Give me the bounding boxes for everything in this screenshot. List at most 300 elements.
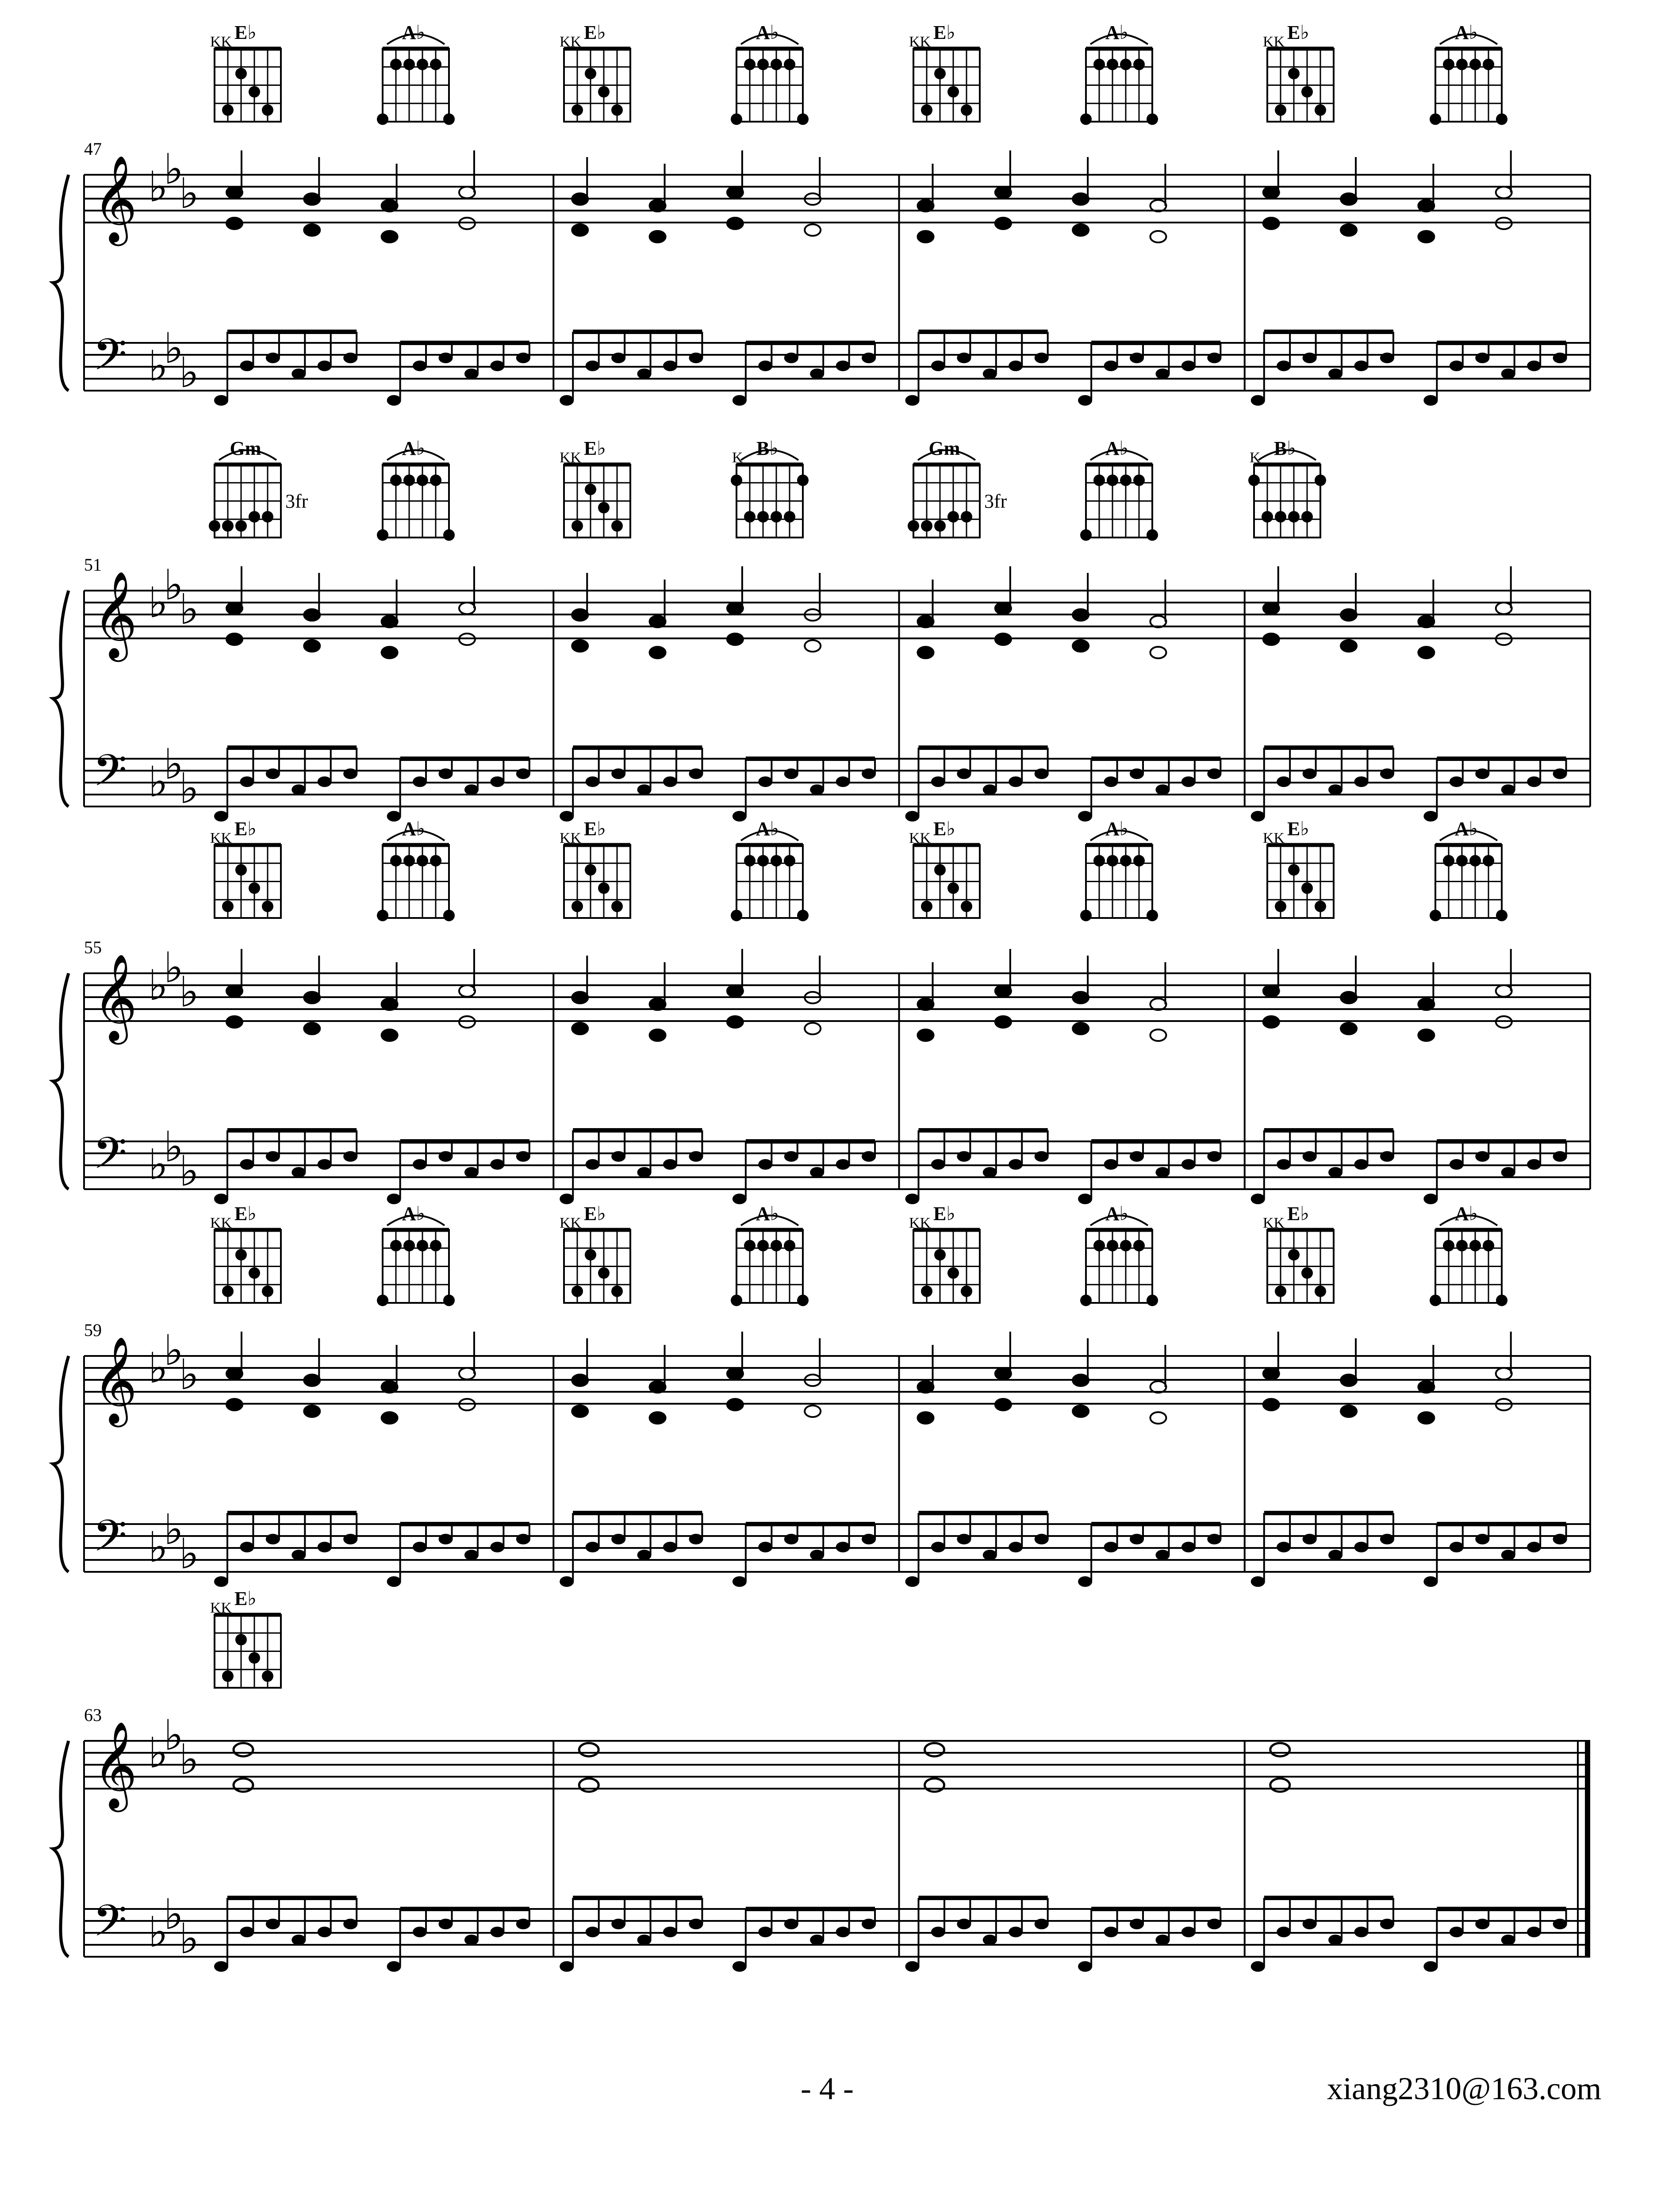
chord-name: A♭: [1105, 438, 1129, 459]
bass-note-head: [318, 1159, 332, 1170]
finger-dot: [443, 113, 455, 125]
open-string-marks: KK: [560, 449, 582, 466]
finger-dot: [771, 59, 782, 70]
note-head: [304, 609, 320, 621]
note-head: [727, 1368, 743, 1379]
note-head: [226, 603, 242, 614]
bass-note-head: [1181, 1927, 1196, 1937]
bass-note-head: [1181, 1159, 1196, 1170]
bass-note-head: [1207, 1534, 1221, 1544]
flat-accidental: ♭: [179, 1915, 199, 1963]
bass-note-head: [931, 361, 945, 371]
note-head: [918, 1412, 934, 1424]
finger-dot: [262, 1286, 273, 1297]
finger-dot: [1107, 855, 1118, 867]
note-head: [1073, 640, 1089, 652]
bass-note-head: [733, 395, 747, 406]
measure-number: 51: [84, 555, 102, 575]
bass-note-head: [810, 1167, 824, 1178]
bass-note-head: [1527, 1542, 1541, 1552]
finger-dot: [611, 901, 623, 912]
bass-note-head: [1501, 1167, 1515, 1178]
note-head: [382, 1412, 398, 1424]
flat-accidental: ♭: [148, 1908, 168, 1957]
brace: [53, 175, 69, 391]
bass-note-head: [292, 784, 306, 795]
bass-note-head: [784, 1534, 798, 1544]
chord-diagram: [731, 438, 809, 538]
bass-note-head: [214, 811, 228, 822]
bass-note-head: [957, 1919, 971, 1929]
chord-name: B♭: [1273, 438, 1296, 459]
finger-dot: [1469, 1240, 1481, 1252]
bass-note-head: [611, 1534, 625, 1544]
note-head: [1418, 647, 1434, 658]
note-head: [995, 603, 1011, 614]
open-string-marks: K: [1250, 449, 1261, 466]
bass-clef: 𝄢: [93, 1128, 127, 1190]
flat-accidental: ♭: [148, 1729, 168, 1778]
note-head: [650, 1381, 666, 1393]
note-head: [1073, 609, 1089, 621]
bass-note-head: [1527, 1927, 1541, 1937]
note-head: [650, 616, 666, 627]
finger-dot: [430, 855, 441, 867]
open-string-marks: KK: [1263, 1215, 1285, 1231]
bass-note-head: [266, 353, 280, 363]
bass-note-head: [931, 776, 945, 787]
flat-accidental: ♭: [179, 169, 199, 218]
bass-note-head: [1328, 1167, 1342, 1178]
note-head: [1341, 1375, 1357, 1386]
bass-note-head: [490, 1159, 504, 1170]
finger-dot: [222, 901, 234, 912]
bass-note-head: [1354, 1159, 1369, 1170]
note-head: [1418, 231, 1434, 242]
note-head: [1263, 1399, 1279, 1410]
finger-dot: [771, 1240, 782, 1252]
note-head: [727, 218, 743, 229]
chord-name: A♭: [756, 22, 779, 43]
bass-note-head: [1450, 1542, 1464, 1552]
chord-diagram: [210, 1588, 281, 1688]
note-head: [650, 1029, 666, 1041]
bass-note-head: [292, 1935, 306, 1945]
note-head: [1341, 1406, 1357, 1417]
note-head: [1418, 1381, 1434, 1393]
bass-note-head: [1078, 1576, 1092, 1587]
bass-note-head: [663, 1159, 677, 1170]
bass-note-head: [1380, 1919, 1394, 1929]
bass-note-head: [1155, 369, 1170, 379]
finger-dot: [1301, 883, 1313, 894]
finger-dot: [757, 1240, 769, 1252]
bass-clef: 𝄢: [93, 1896, 127, 1957]
finger-dot: [222, 1286, 234, 1297]
finger-dot: [417, 475, 428, 486]
finger-dot: [249, 86, 260, 98]
bass-note-head: [611, 768, 625, 779]
bass-note-head: [733, 1576, 747, 1587]
treble-clef: 𝄞: [93, 571, 138, 658]
bass-note-head: [1277, 1542, 1291, 1552]
finger-dot: [417, 59, 428, 70]
note-head: [1150, 1029, 1166, 1041]
flat-accidental: ♭: [179, 764, 199, 813]
bass-note-head: [810, 784, 824, 795]
bass-note-head: [957, 1151, 971, 1162]
bass-note-head: [1251, 395, 1265, 406]
bass-note-head: [637, 1935, 652, 1945]
bass-note-head: [611, 1151, 625, 1162]
bass-note-head: [663, 776, 677, 787]
finger-dot: [1315, 901, 1326, 912]
finger-dot: [961, 901, 972, 912]
bass-note-head: [1035, 1919, 1049, 1929]
bass-note-head: [689, 768, 703, 779]
finger-dot: [377, 910, 388, 921]
finger-dot: [390, 1240, 402, 1252]
finger-dot: [921, 520, 932, 532]
note-head: [1073, 992, 1089, 1003]
chord-diagram: [1263, 1203, 1334, 1303]
note-head: [572, 609, 588, 621]
note-head: [995, 187, 1011, 198]
bass-note-head: [1277, 1927, 1291, 1937]
finger-dot: [1120, 475, 1132, 486]
bass-note-head: [1423, 1576, 1438, 1587]
system: [53, 818, 1590, 1204]
chord-name: E♭: [234, 22, 257, 43]
bass-clef: 𝄢: [93, 745, 127, 807]
bass-note-head: [733, 1961, 747, 1972]
note-head: [727, 985, 743, 997]
chord-name: E♭: [234, 1588, 257, 1609]
finger-dot: [262, 1671, 273, 1682]
bass-note-head: [1553, 1534, 1567, 1544]
finger-dot: [1093, 59, 1105, 70]
note-head: [304, 224, 320, 236]
note-head: [572, 1023, 588, 1034]
bass-note-head: [490, 1927, 504, 1937]
finger-dot: [417, 855, 428, 867]
note-head: [1341, 992, 1357, 1003]
bass-note-head: [905, 1576, 920, 1587]
bass-note-head: [611, 353, 625, 363]
chord-name: E♭: [583, 438, 606, 459]
chord-diagram: [560, 1203, 630, 1303]
bass-note-head: [516, 1151, 530, 1162]
open-string-marks: KK: [210, 830, 232, 846]
bass-note-head: [1130, 1151, 1144, 1162]
measure-number: 47: [84, 139, 102, 159]
bass-note-head: [758, 361, 772, 371]
bass-clef: 𝄢: [93, 1511, 127, 1572]
note-head: [805, 224, 821, 236]
finger-dot: [908, 520, 919, 532]
chord-diagram: [731, 818, 809, 921]
bass-note-head: [1423, 811, 1438, 822]
finger-dot: [934, 68, 946, 79]
brace: [53, 591, 69, 806]
bass-note-head: [516, 768, 530, 779]
chord-name: E♭: [583, 22, 606, 43]
bass-note-head: [1181, 1542, 1196, 1552]
note-head: [1341, 1023, 1357, 1034]
chord-name: E♭: [1287, 818, 1310, 840]
chord-name: A♭: [1105, 818, 1129, 840]
bass-note-head: [1303, 1919, 1317, 1929]
finger-dot: [731, 1294, 742, 1306]
bass-note-head: [931, 1927, 945, 1937]
note-head: [1263, 634, 1279, 645]
flat-accidental: ♭: [148, 1344, 168, 1393]
note-head: [382, 616, 398, 627]
note-head: [1418, 998, 1434, 1010]
finger-dot: [1301, 511, 1313, 522]
note-head: [572, 1406, 588, 1417]
bass-note-head: [413, 776, 427, 787]
bass-note-head: [1501, 784, 1515, 795]
bass-note-head: [784, 768, 798, 779]
open-string-marks: KK: [560, 34, 582, 50]
chord-name: A♭: [1454, 1203, 1478, 1225]
bass-note-head: [957, 353, 971, 363]
bass-note-head: [1354, 776, 1369, 787]
bass-note-head: [1181, 361, 1196, 371]
note-head: [1263, 1016, 1279, 1028]
finger-dot: [572, 1286, 583, 1297]
finger-dot: [222, 1671, 234, 1682]
note-head: [918, 200, 934, 211]
chord-diagram: [1080, 22, 1158, 125]
finger-dot: [1147, 113, 1158, 125]
measure-number: 63: [84, 1705, 102, 1725]
finger-dot: [1147, 529, 1158, 541]
note-head: [1073, 1023, 1089, 1034]
bass-note-head: [1009, 1542, 1023, 1552]
chord-name: A♭: [402, 818, 426, 840]
bass-note-head: [862, 1919, 876, 1929]
flat-accidental: ♭: [164, 324, 184, 373]
note-head: [459, 1368, 475, 1379]
bass-note-head: [1450, 776, 1464, 787]
flat-accidental: ♭: [179, 1147, 199, 1196]
finger-dot: [209, 520, 220, 532]
chord-name: A♭: [1105, 22, 1129, 43]
finger-dot: [1275, 104, 1286, 116]
bass-note-head: [836, 1542, 850, 1552]
chord-diagram: [377, 438, 455, 541]
finger-dot: [235, 1249, 247, 1260]
note-head: [1073, 224, 1089, 236]
note-head: [1341, 609, 1357, 621]
bass-note-head: [1380, 353, 1394, 363]
note-head: [805, 640, 821, 652]
bass-note-head: [905, 395, 920, 406]
note-head: [918, 1381, 934, 1393]
chord-name: A♭: [756, 818, 779, 840]
bass-note-head: [1207, 768, 1221, 779]
chord-diagram: [377, 1203, 455, 1306]
flat-accidental: ♭: [164, 1890, 184, 1939]
note-head: [226, 187, 242, 198]
note-head: [1263, 1368, 1279, 1379]
chord-name: A♭: [1454, 818, 1478, 840]
system: [53, 1203, 1590, 1587]
finger-dot: [1275, 901, 1286, 912]
chord-diagram: [209, 438, 308, 538]
note-head: [727, 603, 743, 614]
finger-dot: [390, 855, 402, 867]
finger-dot: [611, 520, 623, 532]
chord-diagram: [731, 1203, 809, 1306]
bass-note-head: [905, 1194, 920, 1204]
finger-dot: [1288, 1249, 1300, 1260]
bass-note-head: [1303, 768, 1317, 779]
finger-dot: [1107, 475, 1118, 486]
bass-note-head: [663, 361, 677, 371]
finger-dot: [585, 1249, 596, 1260]
finger-dot: [1496, 1294, 1507, 1306]
finger-dot: [771, 511, 782, 522]
bass-note-head: [637, 1550, 652, 1560]
bass-note-head: [1450, 1927, 1464, 1937]
bass-note-head: [1251, 1961, 1265, 1972]
flat-accidental: ♭: [164, 740, 184, 789]
note-head: [382, 1029, 398, 1041]
chord-diagram: [909, 22, 980, 122]
note-head: [1496, 603, 1512, 614]
finger-dot: [249, 883, 260, 894]
bass-note-head: [931, 1159, 945, 1170]
chord-name: A♭: [402, 1203, 426, 1225]
finger-dot: [1496, 113, 1507, 125]
system: [53, 1588, 1590, 1972]
chord-diagram: [909, 818, 980, 918]
finger-dot: [1456, 59, 1468, 70]
bass-note-head: [240, 1927, 254, 1937]
bass-note-head: [586, 1159, 600, 1170]
finger-dot: [611, 104, 623, 116]
bass-note-head: [905, 1961, 920, 1972]
system: [53, 22, 1590, 406]
note-head: [1418, 616, 1434, 627]
bass-note-head: [836, 1927, 850, 1937]
finger-dot: [797, 113, 809, 125]
bass-note-head: [1450, 361, 1464, 371]
finger-dot: [1288, 68, 1300, 79]
flat-accidental: ♭: [179, 1530, 199, 1578]
chord-diagram: [377, 22, 455, 125]
note-head: [382, 1381, 398, 1393]
finger-dot: [731, 475, 742, 486]
bass-note-head: [983, 1550, 997, 1560]
bass-note-head: [1328, 1935, 1342, 1945]
finger-dot: [430, 475, 441, 486]
bass-note-head: [490, 1542, 504, 1552]
chord-diagram: [560, 818, 630, 918]
bass-note-head: [1277, 776, 1291, 787]
finger-dot: [249, 1652, 260, 1664]
open-string-marks: KK: [210, 1600, 232, 1616]
open-string-marks: KK: [560, 830, 582, 846]
bass-note-head: [240, 361, 254, 371]
finger-dot: [1080, 1294, 1092, 1306]
finger-dot: [1496, 910, 1507, 921]
fret-label: 3fr: [285, 490, 308, 512]
finger-dot: [1443, 855, 1454, 867]
finger-dot: [744, 511, 756, 522]
bass-note-head: [1035, 768, 1049, 779]
finger-dot: [1120, 1240, 1132, 1252]
note-head: [1341, 224, 1357, 236]
flat-accidental: ♭: [179, 585, 199, 634]
note-head: [226, 1399, 242, 1410]
bass-note-head: [1328, 1550, 1342, 1560]
note-head: [918, 231, 934, 242]
flat-accidental: ♭: [148, 342, 168, 391]
bass-note-head: [586, 361, 600, 371]
note-head: [459, 187, 475, 198]
bass-note-head: [611, 1919, 625, 1929]
finger-dot: [1133, 1240, 1145, 1252]
bass-note-head: [464, 1167, 479, 1178]
bass-note-head: [1104, 1542, 1118, 1552]
open-string-marks: KK: [210, 1215, 232, 1231]
note-head: [995, 218, 1011, 229]
bass-note-head: [1207, 1919, 1221, 1929]
bass-clef: 𝄢: [93, 330, 127, 391]
bass-note-head: [1078, 395, 1092, 406]
bass-note-head: [1475, 1919, 1489, 1929]
bass-note-head: [1104, 1159, 1118, 1170]
finger-dot: [1483, 59, 1494, 70]
bass-note-head: [1423, 1961, 1438, 1972]
finger-dot: [598, 883, 610, 894]
bass-note-head: [1527, 1159, 1541, 1170]
treble-clef: 𝄞: [93, 155, 138, 242]
note-head: [925, 1778, 944, 1792]
bass-note-head: [586, 776, 600, 787]
bass-note-head: [240, 776, 254, 787]
finger-dot: [572, 104, 583, 116]
finger-dot: [235, 520, 247, 532]
note-head: [727, 1399, 743, 1410]
note-head: [234, 1743, 253, 1756]
note-head: [650, 200, 666, 211]
finger-dot: [1093, 855, 1105, 867]
note-head: [995, 634, 1011, 645]
flat-accidental: ♭: [148, 758, 168, 806]
bass-note-head: [862, 1151, 876, 1162]
finger-dot: [784, 1240, 795, 1252]
finger-dot: [731, 113, 742, 125]
bass-note-head: [758, 1927, 772, 1937]
note-head: [304, 1406, 320, 1417]
note-head: [727, 187, 743, 198]
finger-dot: [784, 59, 795, 70]
bass-note-head: [1009, 1159, 1023, 1170]
bass-note-head: [1078, 1961, 1092, 1972]
open-string-marks: KK: [1263, 830, 1285, 846]
finger-dot: [1430, 910, 1441, 921]
bass-note-head: [1501, 369, 1515, 379]
bass-note-head: [689, 1919, 703, 1929]
open-string-marks: KK: [909, 34, 931, 50]
finger-dot: [377, 113, 388, 125]
chord-name: B♭: [756, 438, 779, 459]
